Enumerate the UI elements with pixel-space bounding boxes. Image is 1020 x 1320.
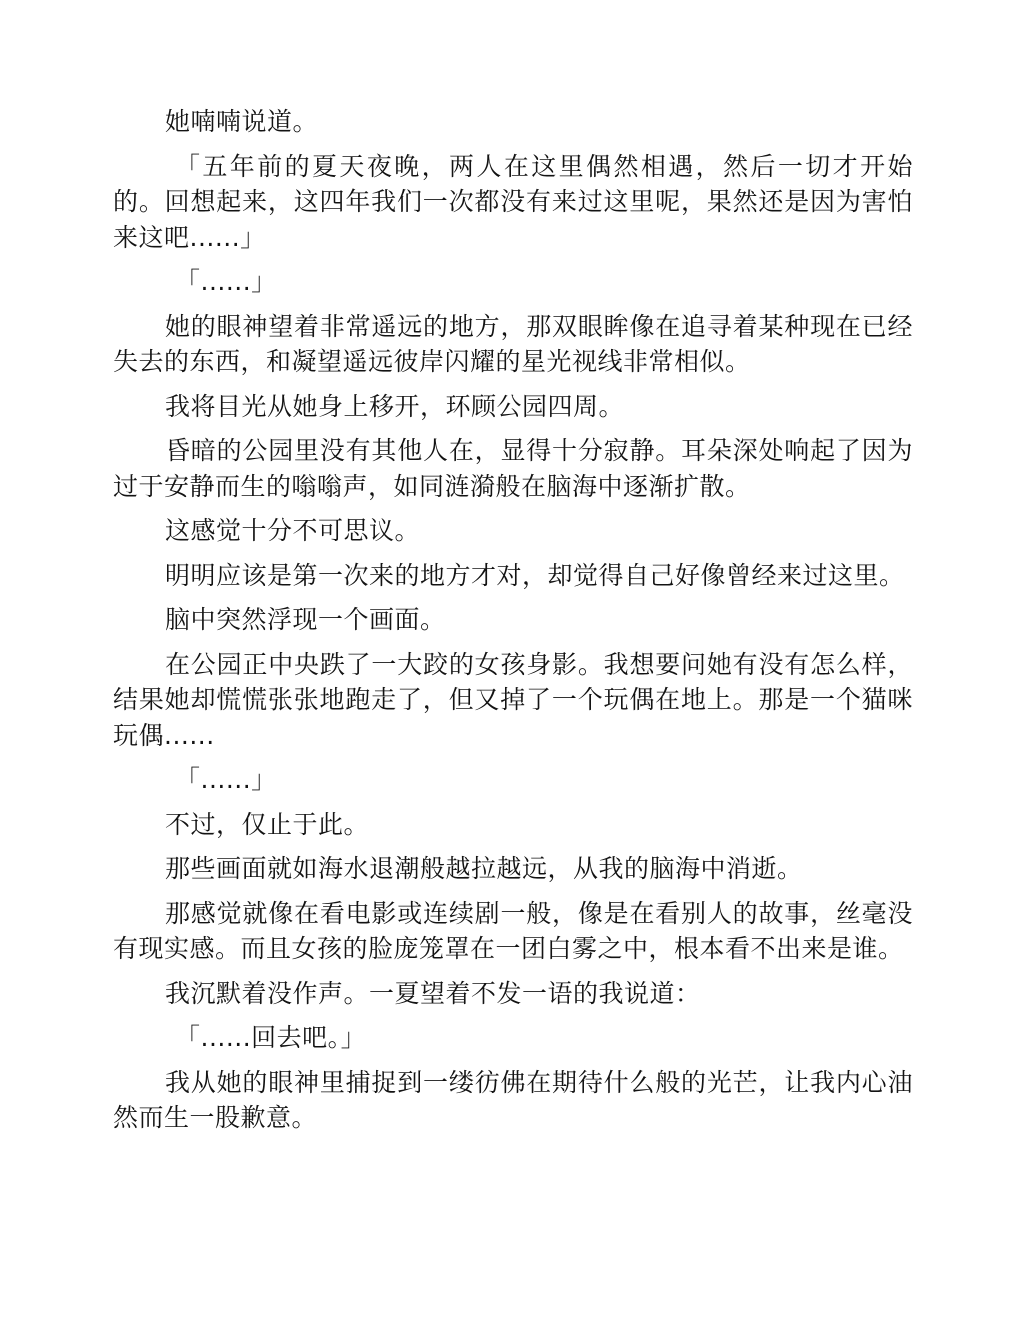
- paragraph: 那感觉就像在看电影或连续剧一般，像是在看别人的故事，丝毫没有现实感。而且女孩的脸庞笼罩在一团白雾之中，根本看不出来是谁。: [113, 898, 913, 963]
- paragraph: 昏暗的公园里没有其他人在，显得十分寂静。耳朵深处响起了因为过于安静而生的嗡嗡声，如同涟漪般在脑海中逐渐扩散。: [113, 436, 913, 501]
- paragraph: 「......」: [175, 765, 277, 794]
- paragraph: 不过，仅止于此。: [165, 809, 370, 839]
- paragraph: 「......」: [175, 267, 277, 296]
- paragraph: 她的眼神望着非常遥远的地方，那双眼眸像在追寻着某种现在已经失去的东西，和凝望遥远彼岸闪耀的星光视线非常相似。: [113, 311, 913, 376]
- paragraph: 她喃喃说道。: [165, 107, 319, 136]
- paragraph: 我将目光从她身上移开，环顾公园四周。: [165, 391, 625, 421]
- paragraph: 我从她的眼神里捕捉到一缕彷佛在期待什么般的光芒，让我内心油然而生一股歉意。: [113, 1067, 913, 1132]
- paragraph: 这感觉十分不可思议。: [165, 516, 421, 545]
- text-column: [113, 104, 913, 1136]
- paragraph: 脑中突然浮现一个画面。: [165, 605, 446, 634]
- paragraph: 「......回去吧。」: [175, 1023, 367, 1052]
- paragraph: 明明应该是第一次来的地方才对，却觉得自己好像曾经来过这里。: [165, 560, 905, 590]
- paragraph: 我沉默着没作声。一夏望着不发一语的我说道：: [165, 978, 701, 1008]
- paragraph: 那些画面就如海水退潮般越拉越远，从我的脑海中消逝。: [165, 854, 803, 883]
- paragraph: 在公园正中央跌了一大跤的女孩身影。我想要问她有没有怎么样，结果她却慌慌张张地跑走了，但又掉了一个玩偶在地上。那是一个猫咪玩偶......: [113, 649, 913, 750]
- paragraph: 「五年前的夏天夜晚，两人在这里偶然相遇，然后一切才开始的。回想起来，这四年我们一次都没有来过这里呢，果然还是因为害怕来这吧......」: [113, 151, 913, 252]
